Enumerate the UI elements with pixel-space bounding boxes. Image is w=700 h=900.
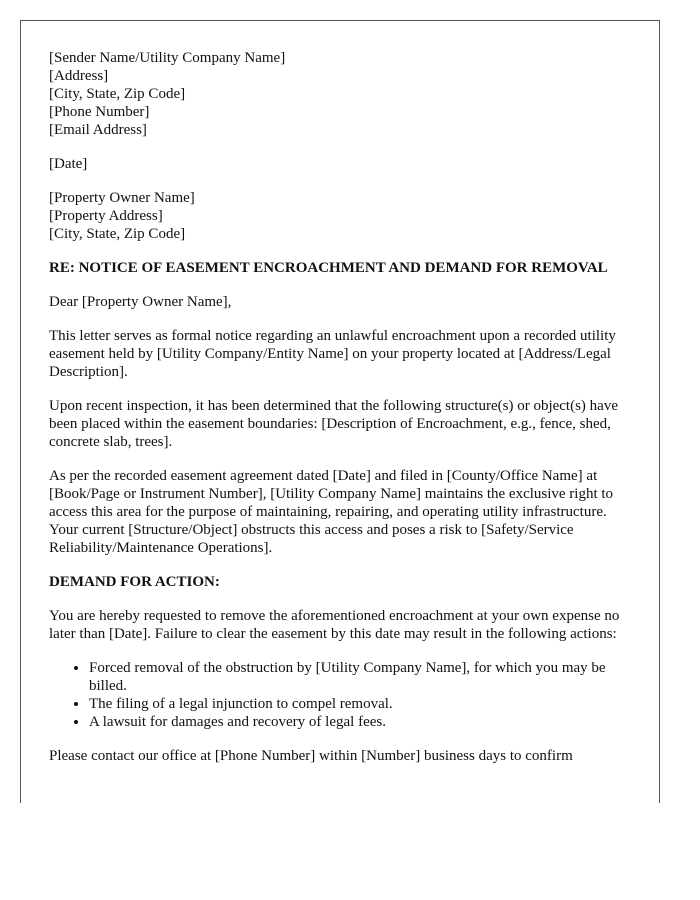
demand-paragraph: You are hereby requested to remove the aforementioned encroachment at your own expense no later than [Date]. Failure to clear the easement by this date may result in the following actions: xyxy=(49,608,620,642)
closing-paragraph: Please contact our office at [Phone Number] within [Number] business days to confirm xyxy=(49,748,573,764)
list-item: • The filing of a legal injunction to compel removal. xyxy=(89,695,635,713)
recipient-address: [Property Address] xyxy=(49,208,163,224)
demand-heading: DEMAND FOR ACTION: xyxy=(49,574,220,590)
body-paragraph: This letter serves as formal notice regarding an unlawful encroachment upon a recorded utility easement held by [Utility Company/Entity Name] on your property located at [Address/Legal Description]. xyxy=(49,328,616,380)
subject-line: RE: NOTICE OF EASEMENT ENCROACHMENT AND DEMAND FOR REMOVAL xyxy=(49,260,608,276)
sender-phone: [Phone Number] xyxy=(49,104,150,120)
sender-block xyxy=(49,49,635,139)
letter-body xyxy=(49,49,635,781)
salutation: Dear [Property Owner Name], xyxy=(49,294,232,310)
sender-address: [Address] xyxy=(49,68,109,84)
letter-date: [Date] xyxy=(49,156,88,172)
recipient-name: [Property Owner Name] xyxy=(49,190,195,206)
recipient-city-state-zip: [City, State, Zip Code] xyxy=(49,226,186,242)
list-item: • Forced removal of the obstruction by [Utility Company Name], for which you may be billed. xyxy=(89,659,635,695)
actions-list xyxy=(49,659,635,731)
letter-page xyxy=(20,20,660,803)
recipient-block xyxy=(49,189,635,243)
sender-email: [Email Address] xyxy=(49,122,147,138)
list-item: • A lawsuit for damages and recovery of legal fees. xyxy=(89,713,635,731)
sender-city-state-zip: [City, State, Zip Code] xyxy=(49,86,186,102)
body-paragraph: Upon recent inspection, it has been determined that the following structure(s) or object(s) have been placed within the easement boundaries: [Description of Encroachment, e.g., fence, shed, concrete slab, trees]. xyxy=(49,398,618,450)
sender-name: [Sender Name/Utility Company Name] xyxy=(49,50,286,66)
body-paragraph: As per the recorded easement agreement dated [Date] and filed in [County/Office Name] at [Book/Page or Instrument Number], [Utility Company Name] maintains the exclusive right to access this area for the purpose of maintaining, repairing, and operating utility infrastructure. Your current [Structure/Object] obstructs this access and poses a risk to [Safety/Service Reliability/Maintenance Operations]. xyxy=(49,468,614,556)
